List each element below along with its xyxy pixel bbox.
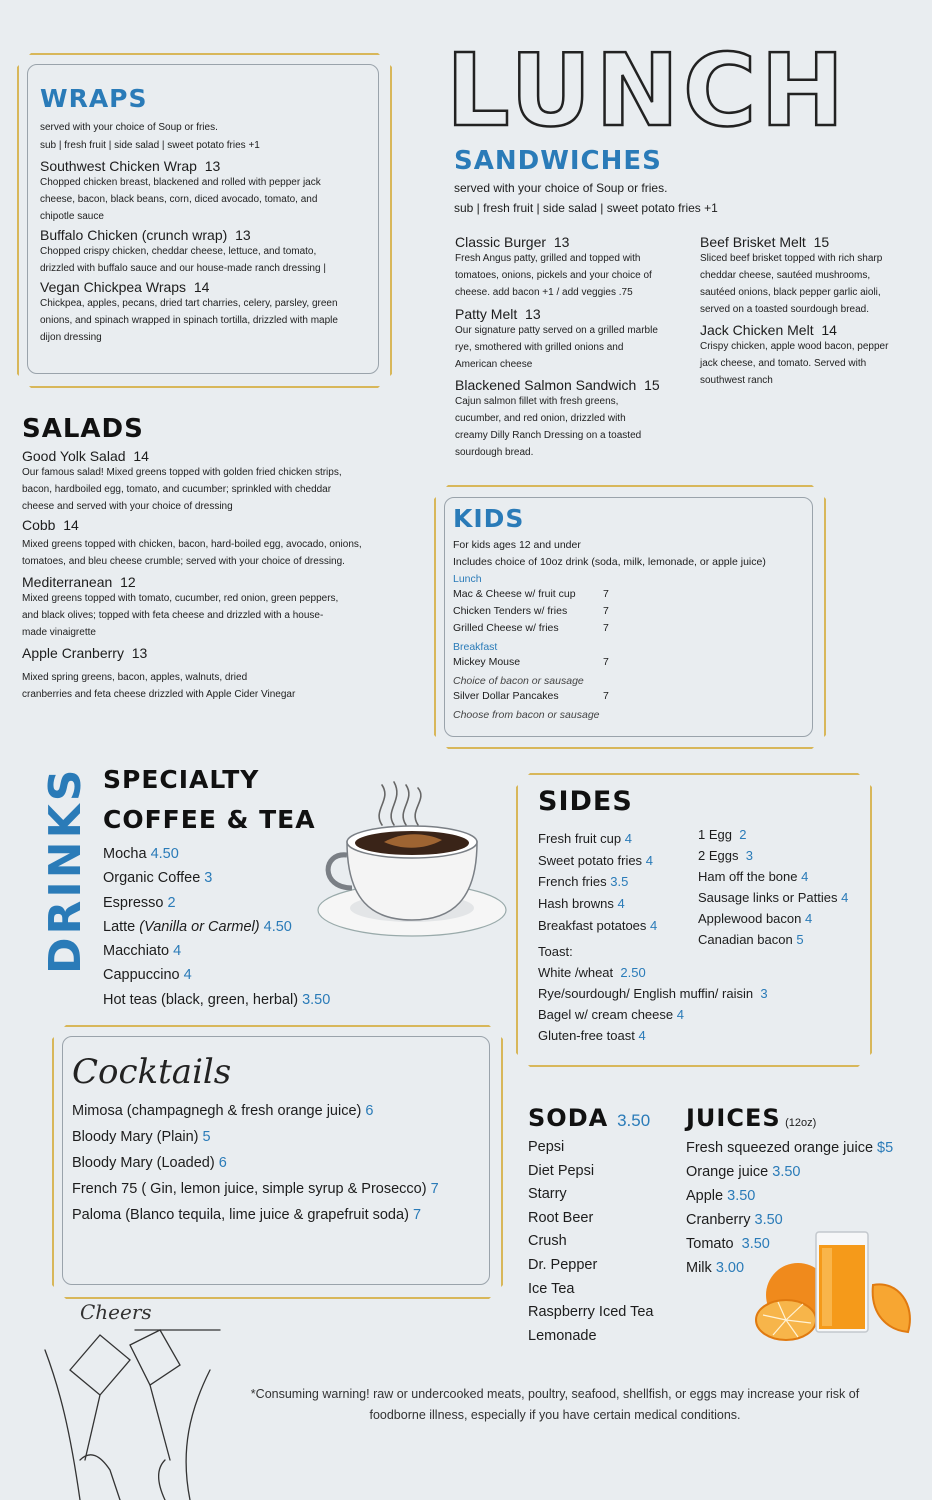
item-name: White /wheat	[538, 965, 614, 980]
item-price: 3	[745, 848, 753, 863]
item-name: Mickey Mouse	[453, 656, 521, 668]
item-name: Jack Chicken Melt	[700, 322, 814, 338]
coffee-cup-icon	[312, 770, 512, 945]
item-price: 7	[603, 605, 609, 617]
juice-item	[686, 1136, 926, 1160]
item-desc: creamy Dilly Ranch Dressing on a toasted	[455, 430, 642, 441]
item-name: Good Yolk Salad	[22, 448, 126, 464]
item-desc: Chopped crispy chicken, cheddar cheese, lettuce, and tomato,	[40, 246, 317, 257]
sides-heading: SIDES	[538, 786, 633, 817]
item-name: Espresso	[103, 894, 164, 911]
item-name: Chicken Tenders w/ fries	[453, 605, 568, 617]
item-price: 6	[365, 1103, 374, 1119]
sides-right-column	[698, 824, 868, 950]
cocktail-item	[72, 1176, 492, 1202]
item-name: Organic Coffee	[103, 870, 201, 887]
item-desc: sourdough bread.	[455, 447, 534, 458]
item-price: 7	[412, 1207, 422, 1223]
sandwiches-left-column	[455, 234, 685, 461]
item-price: 3	[204, 870, 213, 887]
wraps-intro-sub: sub | fresh fruit | side salad | sweet potato fries +1	[40, 139, 260, 151]
menu-item-name	[22, 448, 402, 464]
item-name: Bloody Mary (Plain)	[72, 1129, 199, 1145]
coffee-tea-heading: COFFEE & TEA	[103, 805, 316, 834]
item-price: 6	[218, 1155, 227, 1171]
soda-item: Raspberry Iced Tea	[528, 1304, 654, 1321]
item-name: Hot teas (black, green, herbal)	[103, 991, 299, 1008]
item-name: Tomato	[686, 1236, 734, 1252]
item-price: 15	[644, 377, 660, 393]
sandwiches-heading: SANDWICHES	[454, 146, 662, 176]
item-name: 1 Egg	[698, 827, 732, 842]
item-desc: dijon dressing	[40, 332, 102, 343]
soda-header	[528, 1104, 678, 1132]
item-price: 4	[804, 911, 813, 926]
side-item	[538, 850, 708, 872]
toast-item	[538, 1004, 858, 1025]
item-name: Beef Brisket Melt	[700, 234, 806, 250]
menu-item-name	[455, 377, 685, 393]
item-name: Bagel w/ cream cheese	[538, 1007, 674, 1022]
juices-heading: JUICES	[686, 1104, 781, 1132]
item-price: 13	[525, 306, 541, 322]
juice-item	[686, 1184, 926, 1208]
item-desc: cheddar cheese, sautéed mushrooms,	[700, 270, 871, 281]
item-name: Breakfast potatoes	[538, 917, 647, 933]
toast-label: Toast:	[538, 944, 573, 959]
item-price: 4.50	[150, 846, 179, 862]
soda-item: Ice Tea	[528, 1280, 575, 1297]
juice-item	[686, 1160, 926, 1184]
item-price: 4	[638, 1028, 646, 1043]
kids-breakfast-label: Breakfast	[453, 641, 498, 653]
menu-item-name	[40, 227, 370, 243]
item-name: Patty Melt	[455, 306, 518, 322]
item-desc: tomatoes, and bleu cheese crumble; served with your choice of dressing.	[22, 556, 345, 567]
juices-size: (12oz)	[785, 1117, 817, 1129]
cocktails-heading: Cocktails	[72, 1052, 232, 1092]
item-name: 2 Eggs	[698, 848, 739, 863]
item-name: Apple	[686, 1188, 724, 1204]
item-price: 7	[603, 656, 609, 668]
item-name: Applewood bacon	[698, 911, 802, 926]
item-price: 4	[617, 896, 625, 912]
item-desc: Crispy chicken, apple wood bacon, pepper	[700, 341, 889, 352]
item-price: 4	[801, 869, 809, 884]
item-price: 3.50	[302, 991, 331, 1008]
item-name: Mimosa (champagnegh & fresh orange juice)	[72, 1103, 362, 1119]
sandwiches-section	[454, 146, 914, 218]
item-desc: and black olives; topped with feta cheese and drizzled with a house-	[22, 610, 324, 621]
toast-item	[538, 1025, 858, 1046]
item-name: Orange juice	[686, 1164, 769, 1180]
warning-line: foodborne illness, especially if you have certain medical conditions.	[369, 1408, 741, 1422]
soda-item: Pepsi	[528, 1139, 565, 1155]
item-desc: Chopped chicken breast, blackened and rolled with pepper jack	[40, 177, 321, 188]
side-item	[538, 893, 708, 915]
item-price: 7	[603, 588, 609, 600]
item-name: Fresh fruit cup	[538, 831, 622, 846]
soda-section	[528, 1104, 678, 1348]
item-name: Rye/sourdough/ English muffin/ raisin	[538, 986, 754, 1001]
item-price: 4	[183, 967, 192, 984]
item-desc: jack cheese, and tomato. Served with	[700, 358, 867, 369]
item-price: 7	[603, 690, 609, 702]
side-item	[698, 887, 868, 908]
item-price: 2.50	[620, 965, 646, 980]
sandwiches-intro-sub: sub | fresh fruit | side salad | sweet potato fries +1	[454, 201, 718, 215]
item-desc: southwest ranch	[700, 375, 773, 386]
item-desc: cheese. add bacon +1 / add veggies .75	[455, 287, 633, 298]
item-name: Canadian bacon	[698, 932, 793, 947]
menu-item-name	[40, 158, 370, 174]
kids-item-note: Choose from bacon or sausage	[453, 709, 600, 721]
menu-item-name	[40, 279, 370, 295]
kids-intro-drink: Includes choice of 10oz drink (soda, milk, lemonade, or apple juice)	[453, 556, 766, 568]
wraps-heading: WRAPS	[40, 84, 148, 113]
item-price: 2	[739, 827, 747, 842]
toast-section	[538, 941, 858, 1046]
item-desc: made vinaigrette	[22, 627, 96, 638]
salads-section	[22, 414, 402, 703]
cocktail-item	[72, 1150, 492, 1176]
side-item	[538, 915, 708, 937]
item-name: Sweet potato fries	[538, 852, 643, 868]
wraps-intro: served with your choice of Soup or fries.	[40, 122, 218, 133]
consumer-warning	[200, 1384, 910, 1426]
kids-item	[453, 622, 808, 639]
item-name: Silver Dollar Pancakes	[453, 690, 559, 702]
item-name: Cobb	[22, 517, 56, 533]
item-name: Buffalo Chicken (crunch wrap)	[40, 227, 228, 243]
soda-item: Diet Pepsi	[528, 1162, 595, 1179]
item-desc: cheese and served with your choice of dressing	[22, 501, 233, 512]
kids-item	[453, 690, 808, 707]
item-desc: Sliced beef brisket topped with rich sharp	[700, 253, 883, 264]
soda-item: Root Beer	[528, 1209, 594, 1226]
side-item	[698, 908, 868, 929]
item-price: 14	[193, 279, 210, 295]
item-name: Ham off the bone	[698, 869, 798, 884]
item-price: 5	[796, 932, 804, 947]
toast-item	[538, 962, 858, 983]
item-price: 14	[63, 517, 79, 533]
item-price: 3.5	[610, 874, 629, 890]
item-price: 3.50	[741, 1236, 770, 1252]
item-name: Latte	[103, 918, 136, 935]
item-name: Gluten-free toast	[538, 1028, 635, 1043]
kids-section	[453, 504, 808, 724]
item-desc: sautéed onions, black pepper garlic aioli,	[700, 287, 881, 298]
item-name: French 75 ( Gin, lemon juice, simple syrup & Prosecco)	[72, 1181, 427, 1197]
item-name: French fries	[538, 874, 607, 890]
item-price: 13	[131, 645, 148, 661]
kids-item	[453, 588, 808, 605]
item-price: 7	[603, 622, 609, 634]
item-name: Mediterranean	[22, 574, 113, 590]
drink-item	[103, 963, 423, 987]
item-name: Cranberry	[686, 1212, 751, 1228]
menu-title: LUNCH	[446, 32, 849, 149]
item-price: 4.50	[263, 918, 292, 935]
menu-item-name	[700, 322, 925, 338]
menu-item-name	[22, 645, 402, 661]
item-desc: tomatoes, onions, pickels and your choice of	[455, 270, 652, 281]
soda-item: Dr. Pepper	[528, 1256, 598, 1273]
item-name: Apple Cranberry	[22, 645, 124, 661]
drinks-vertical-label: DRINKS	[40, 766, 91, 974]
item-price: 13	[553, 234, 570, 250]
item-price: 4	[676, 1007, 684, 1022]
item-desc: rye, smothered with grilled onions and	[455, 342, 624, 353]
kids-intro: For kids ages 12 and under	[453, 539, 581, 551]
menu-item-name	[700, 234, 925, 250]
side-item	[698, 866, 868, 887]
item-name: Blackened Salmon Sandwich	[455, 377, 637, 393]
cocktails-section	[72, 1052, 492, 1228]
item-price: 3.50	[754, 1212, 783, 1228]
menu-item-name	[22, 517, 402, 533]
kids-lunch-label: Lunch	[453, 573, 482, 585]
menu-item-name	[455, 234, 685, 250]
warning-line: *Consuming warning! raw or undercooked meats, poultry, seafood, shellfish, or eggs may increase your risk of	[250, 1387, 860, 1401]
soda-price: 3.50	[617, 1111, 651, 1130]
soda-item: Starry	[528, 1186, 567, 1203]
item-name: Southwest Chicken Wrap	[40, 158, 197, 174]
item-desc: onions, and spinach wrapped in spinach tortilla, drizzled with maple	[40, 315, 338, 326]
item-desc: Mixed greens topped with tomato, cucumber, red onion, green peppers,	[22, 593, 339, 604]
wraps-section	[40, 84, 370, 346]
item-price: 4	[650, 917, 658, 933]
menu-item-name	[455, 306, 685, 322]
item-name: Paloma (Blanco tequila, lime juice & grapefruit soda)	[72, 1207, 409, 1223]
juices-header	[686, 1104, 926, 1132]
item-name: Mocha	[103, 846, 147, 862]
item-price: 4	[624, 831, 632, 846]
kids-heading: KIDS	[453, 504, 525, 533]
kids-item-note: Choice of bacon or sausage	[453, 675, 584, 687]
side-item	[538, 871, 708, 893]
sides-section	[538, 786, 858, 817]
item-price: 5	[202, 1129, 211, 1145]
orange-juice-icon	[748, 1220, 918, 1345]
side-item	[698, 845, 868, 866]
item-desc: cranberries and feta cheese drizzled with Apple Cider Vinegar	[22, 689, 296, 700]
item-name: Macchiato	[103, 943, 170, 960]
drink-item	[103, 988, 423, 1012]
cocktail-item	[72, 1202, 492, 1228]
item-name: Milk	[686, 1260, 712, 1276]
specialty-heading: SPECIALTY	[103, 765, 260, 794]
item-desc: drizzled with buffalo sauce and our house-made ranch dressing |	[40, 263, 326, 274]
toast-item	[538, 983, 858, 1004]
cocktail-item	[72, 1098, 492, 1124]
kids-item	[453, 656, 808, 673]
item-desc: cucumber, and red onion, drizzled with	[455, 413, 626, 424]
item-price: 12	[120, 574, 136, 590]
item-price: 4	[645, 852, 653, 868]
soda-heading: SODA	[528, 1104, 609, 1132]
item-name: Bloody Mary (Loaded)	[72, 1155, 215, 1171]
item-price: 14	[133, 448, 149, 464]
item-desc: chipotle sauce	[40, 211, 104, 222]
item-price: $5	[877, 1140, 894, 1156]
item-extra: (Vanilla or Carmel)	[139, 918, 260, 935]
item-price: 13	[235, 227, 251, 243]
item-name: Grilled Cheese w/ fries	[453, 622, 559, 634]
item-price: 7	[430, 1181, 439, 1197]
item-price: 3	[760, 986, 768, 1001]
item-desc: Fresh Angus patty, grilled and topped with	[455, 253, 641, 264]
item-name: Fresh squeezed orange juice	[686, 1140, 874, 1156]
side-item	[698, 824, 868, 845]
item-price: 13	[204, 158, 221, 174]
item-desc: Our signature patty served on a grilled marble	[455, 325, 658, 336]
item-desc: Cajun salmon fillet with fresh greens,	[455, 396, 619, 407]
item-desc: bacon, hardboiled egg, tomato, and cucumber; sprinkled with cheddar	[22, 484, 332, 495]
item-price: 15	[813, 234, 830, 250]
item-name: Cappuccino	[103, 967, 180, 984]
sides-left-column	[538, 828, 708, 937]
item-desc: Chickpea, apples, pecans, dried tart charries, celery, parsley, green	[40, 298, 338, 309]
kids-item	[453, 605, 808, 622]
item-price: 4	[841, 890, 849, 905]
sandwiches-right-column	[700, 234, 925, 389]
item-desc: cheese, bacon, black beans, corn, diced avocado, tomato, and	[40, 194, 318, 205]
cheers-label: Cheers	[80, 1300, 152, 1324]
soda-item: Crush	[528, 1233, 567, 1250]
item-desc: served on a toasted sourdough bread.	[700, 304, 870, 315]
side-item	[538, 828, 708, 850]
item-name: Vegan Chickpea Wraps	[40, 279, 187, 295]
item-price: 3.00	[715, 1260, 745, 1276]
item-desc: Our famous salad! Mixed greens topped with golden fried chicken strips,	[22, 467, 342, 478]
item-desc: Mixed greens topped with chicken, bacon, hard-boiled egg, avocado, onions,	[22, 539, 362, 550]
item-price: 3.50	[772, 1164, 801, 1180]
sandwiches-intro: served with your choice of Soup or fries.	[454, 181, 668, 195]
soda-item: Lemonade	[528, 1327, 597, 1344]
item-name: Hash browns	[538, 896, 614, 912]
item-desc: Mixed spring greens, bacon, apples, walnuts, dried	[22, 672, 248, 683]
menu-item-name	[22, 574, 402, 590]
item-name: Classic Burger	[455, 234, 547, 250]
item-name: Mac & Cheese w/ fruit cup	[453, 588, 576, 600]
item-price: 14	[821, 322, 837, 338]
cocktail-item	[72, 1124, 492, 1150]
item-name: Sausage links or Patties	[698, 890, 838, 905]
item-price: 2	[167, 894, 176, 911]
item-price: 3.50	[727, 1188, 756, 1204]
item-desc: American cheese	[455, 359, 533, 370]
salads-heading: SALADS	[22, 414, 144, 444]
item-price: 4	[173, 943, 182, 960]
